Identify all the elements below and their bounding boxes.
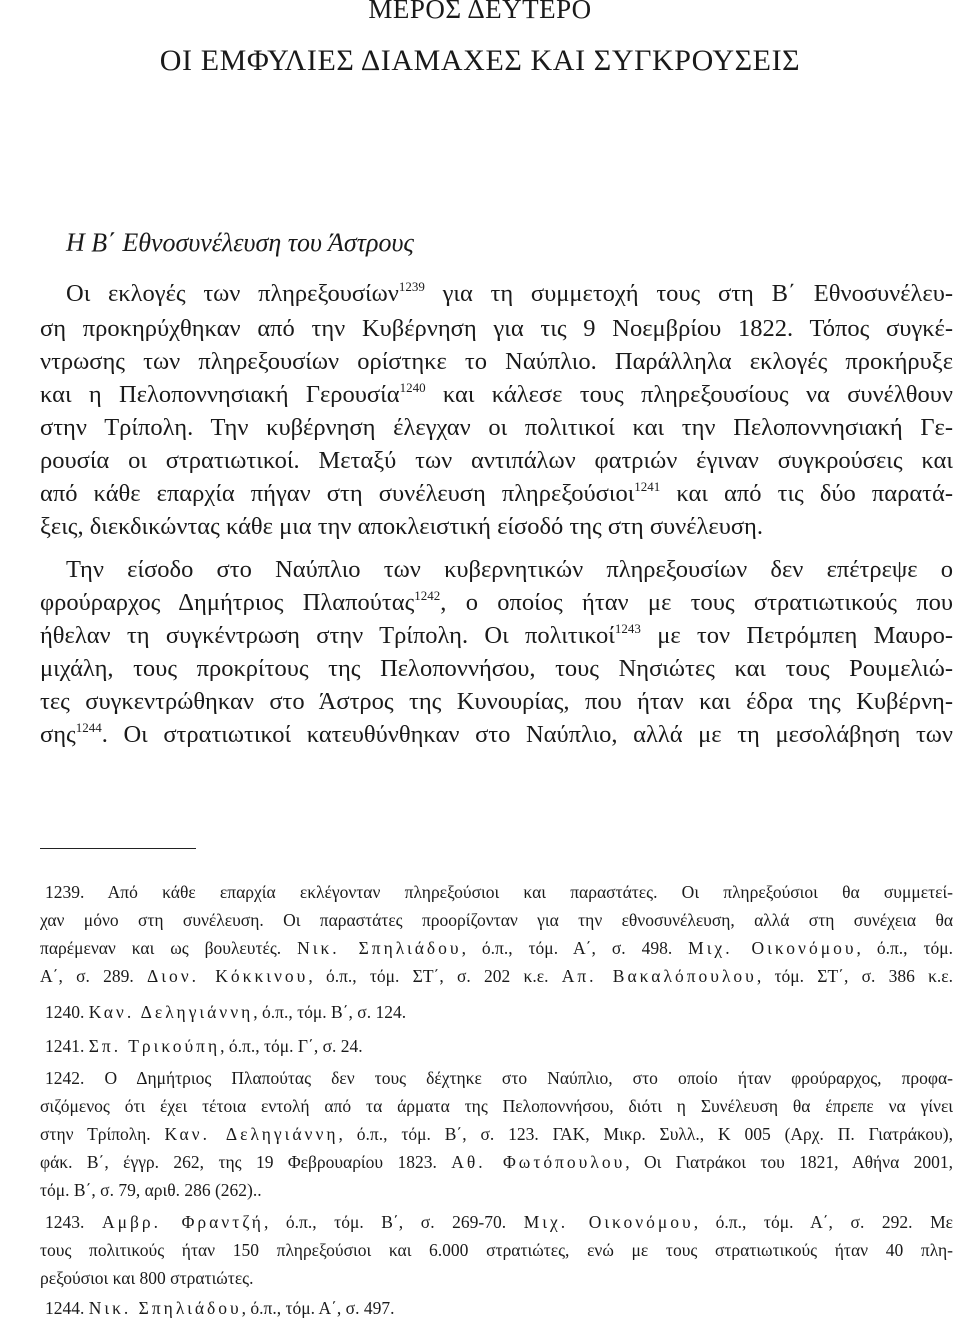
footnote-line: Α΄, σ. 289. Διον. Κόκκινου, ό.π., τόμ. ΣΤ΄, σ. 202 κ.ε. Απ. Βακαλόπουλου, τόμ. ΣΤ΄, σ. 386 κ.ε. [40, 966, 954, 986]
footnote-ref[interactable]: 1244 [75, 720, 102, 735]
body-line: στην Τρίπολη. Την κυβέρνηση έλεγχαν οι πολιτικοί και την Πελοποννησιακή Γε- [40, 414, 953, 441]
body-line: Οι εκλογές των πληρεξουσίων$^{1239}$ για τη συμμετοχή τους στη Β΄ Εθνοσυνέλευ- [66, 279, 953, 307]
footnote-ref[interactable]: 1243 [614, 621, 641, 636]
footnote-line: 1244. Νικ. Σπηλιάδου, ό.π., τόμ. Α΄, σ. 497. [45, 1298, 395, 1318]
footnote-line: στην Τρίπολη. Καν. Δεληγιάννη, ό.π., τόμ. Β΄, σ. 123. ΓΑΚ, Μικρ. Συλλ., Κ 005 (Αρχ. Π. Γιατράκου), [40, 1124, 954, 1144]
body-line: σης$^{1244}$. Οι στρατιωτικοί κατευθύνθηκαν στο Ναύπλιο, αλλά με τη μεσολάβηση των [40, 720, 953, 748]
body-line: ρουσία οι στρατιωτικοί. Μεταξύ των αντιπάλων φατριών έγιναν συγκρούσεις και [40, 447, 953, 474]
footnote-line: φάκ. Β΄, έγγρ. 262, της 19 Φεβρουαρίου 1823. Αθ. Φωτόπουλου, Οι Γιατράκοι του 1821, Αθήνα 2001, [40, 1152, 953, 1172]
footnote-line: 1239. Από κάθε επαρχία εκλέγονταν πληρεξούσιοι και παραστάτες. Οι πληρεξούσιοι θα συμμετεί- [45, 882, 953, 902]
footnote-ref[interactable]: 1242 [414, 588, 441, 603]
footnote-line: χαν μόνο στη συνέλευση. Οι παραστάτες προορίζονταν για την εθνοσυνέλευση, αλλά στη συνέχεια θα [40, 910, 953, 930]
footnote-line: ρεξούσιοι και 800 στρατιώτες. [40, 1268, 254, 1288]
part-heading: ΜΕΡΟΣ ΔΕΥΤΕΡΟ [368, 0, 592, 24]
body-line: ντρωσης των πληρεξουσίων ορίστηκε το Ναύπλιο. Παράλληλα εκλογές προκήρυξε [40, 348, 953, 375]
body-line: Την είσοδο στο Ναύπλιο των κυβερνητικών πληρεξουσίων δεν επέτρεψε ο [66, 556, 953, 583]
footnote-line: 1243. Αμβρ. Φραντζή, ό.π., τόμ. Β΄, σ. 269-70. Μιχ. Οικονόμου, ό.π., τόμ. Α΄, σ. 292. Με [45, 1212, 954, 1232]
footnote-line: 1242. Ο Δημήτριος Πλαπούτας δεν τους δέχτηκε στο Ναύπλιο, στο οποίο ήταν φρούραρχος, προφα- [45, 1068, 953, 1088]
footnote-line: 1241. Σπ. Τρικούπη, ό.π., τόμ. Γ΄, σ. 24. [45, 1036, 363, 1056]
body-line: ση προκηρύχθηκαν από την Κυβέρνηση για τις 9 Νοεμβρίου 1822. Τόπος συγκέ- [40, 315, 953, 342]
body-line: φρούραρχος Δημήτριος Πλαπούτας$^{1242}$, ο οποίος ήταν με τους στρατιωτικούς που [40, 588, 953, 616]
chapter-title: ΟΙ ΕΜΦΥΛΙΕΣ ΔΙΑΜΑΧΕΣ ΚΑΙ ΣΥΓΚΡΟΥΣΕΙΣ [159, 44, 801, 77]
body-line: ήθελαν τη συγκέντρωση στην Τρίπολη. Οι πολιτικοί$^{1243}$ με τον Πετρόμπεη Μαυρο- [40, 621, 954, 649]
footnote-line: σιζόμενος ότι έχει τέτοια εντολή από τα άρματα της Πελοποννήσου, διότι η Συνέλευση θα έπρεπε να γίνει [40, 1096, 953, 1116]
body-line: μιχάλη, τους προκρίτους της Πελοποννήσου, τους Νησιώτες και τους Ρουμελιώ- [40, 655, 953, 682]
footnote-line: παρέμεναν και ως βουλευτές. Νικ. Σπηλιάδου, ό.π., τόμ. Α΄, σ. 498. Μιχ. Οικονόμου, ό.π., τόμ. [40, 938, 954, 958]
footnote-ref[interactable]: 1239 [398, 279, 425, 294]
footnote-divider [40, 848, 196, 849]
section-title: Η Β΄ Εθνοσυνέλευση του Άστρους [66, 228, 414, 257]
footnote-line: τους πολιτικούς ήταν 150 πληρεξούσιοι και 6.000 στρατιώτες, ενώ με τους στρατιωτικούς ήταν 40 πλη- [40, 1240, 953, 1260]
footnote-ref[interactable]: 1240 [399, 380, 426, 395]
body-line: από κάθε επαρχία πήγαν στη συνέλευση πληρεξούσιοι$^{1241}$ και από τις δύο παρατά- [40, 479, 954, 507]
body-line: ξεις, διεκδικώντας κάθε μια την αποκλειστική είσοδό της στη συνέλευση. [40, 513, 763, 540]
body-line: και η Πελοποννησιακή Γερουσία$^{1240}$ και κάλεσε τους πληρεξουσίους να συνέλθουν [40, 380, 953, 408]
footnote-ref[interactable]: 1241 [634, 479, 661, 494]
footnote-line: τόμ. Β΄, σ. 79, αριθ. 286 (262).. [40, 1180, 262, 1200]
footnote-line: 1240. Καν. Δεληγιάννη, ό.π., τόμ. Β΄, σ. 124. [45, 1002, 407, 1022]
body-line: τες συγκεντρώθηκαν στο Άστρος της Κυνουρίας, που ήταν και έδρα της Κυβέρνη- [40, 688, 953, 715]
